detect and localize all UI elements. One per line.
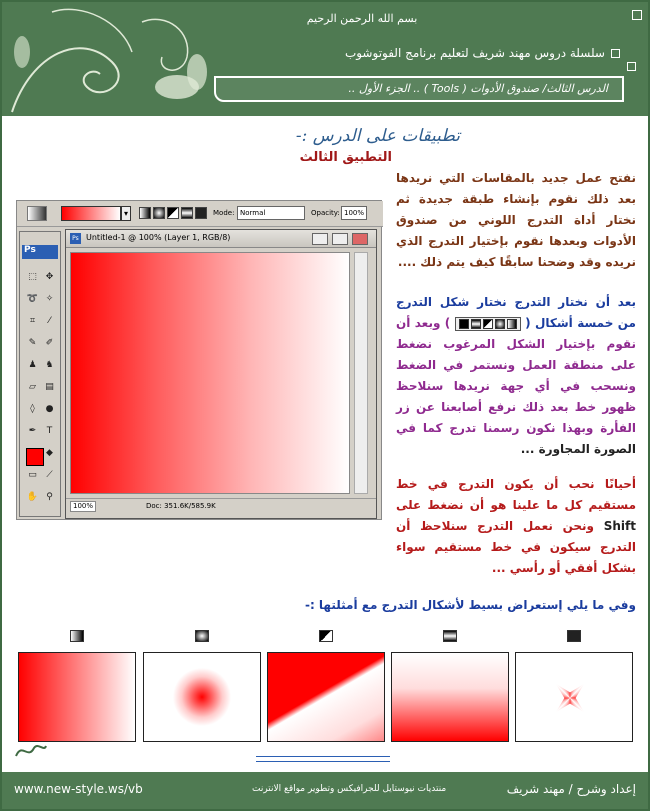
paragraph-2 bbox=[396, 292, 636, 460]
eraser-icon: ▱ bbox=[29, 382, 36, 392]
zoom-field: 100% bbox=[70, 501, 96, 512]
hand-icon: ✋ bbox=[26, 492, 39, 502]
paragraph-2-part-b: ) وبعد أن نقوم بإختيار الشكل المرغوب نضغط على منطقة العمل ونستمر في الضغط ونسحب في أي جهة نريدها سنلاحظ ظهور خط بعد ذلك نرفع أصابعنا عن زر الفأرة وبهذا نكون رسمنا تدرج كما في bbox=[396, 316, 636, 435]
status-bar bbox=[66, 498, 376, 514]
gradient-canvas bbox=[70, 252, 350, 494]
radial-gradient-icon bbox=[153, 207, 165, 219]
document-titlebar bbox=[66, 230, 376, 248]
examples-intro: وفي ما يلي إستعراض بسيط لأشكال التدرج مع أمثلتها :- bbox=[304, 598, 636, 612]
series-title bbox=[200, 46, 620, 60]
linear-gradient-icon bbox=[139, 207, 151, 219]
diamond-gradient-icon bbox=[567, 630, 581, 642]
gradient-icon: ▤ bbox=[45, 382, 54, 392]
paragraph-3-part-a: أحيانًا نحب أن يكون التدرج في خط مستقيم كل ما علينا هو أن نضغط على bbox=[396, 477, 636, 512]
paragraph-1: نفتح عمل جديد بالمقاسات التي نريدها بعد ذلك نقوم بإنشاء طبقة جديدة ثم نختار أداة التدرج اللوني من صندوق الأدوات وبعدها نقوم بإختيار التدرج الذي نريده وقد وضحنا سابقًا كيف يتم ذلك .... bbox=[396, 171, 636, 269]
footer-bar bbox=[2, 772, 648, 809]
pencil-icon: ✐ bbox=[45, 338, 54, 348]
paragraph-3 bbox=[396, 474, 636, 579]
type-icon: T bbox=[46, 426, 53, 436]
eyedropper-icon: ⟋ bbox=[46, 470, 53, 480]
lasso-icon: ➰ bbox=[26, 294, 39, 304]
gradient-tool-icon bbox=[27, 206, 47, 221]
reflected-gradient-icon bbox=[181, 207, 193, 219]
photoshop-screenshot bbox=[16, 200, 382, 520]
ps-logo: Ps bbox=[22, 245, 58, 259]
brush-icon: ✎ bbox=[28, 338, 37, 348]
vertical-scrollbar bbox=[354, 252, 368, 494]
minimize-icon bbox=[312, 233, 328, 245]
floral-swirl-decoration bbox=[2, 2, 222, 116]
marquee-icon: ⬚ bbox=[28, 272, 37, 282]
linear-example bbox=[18, 652, 136, 742]
gradient-shapes-icon-strip bbox=[455, 317, 521, 331]
tools-grid bbox=[24, 264, 58, 506]
corner-square-icon bbox=[632, 10, 642, 20]
opacity-label: Opacity: bbox=[311, 209, 340, 217]
lesson-title: الدرس الثالث/ صندوق الأدوات ( Tools ) .. الجزء الأول .. bbox=[348, 82, 608, 95]
options-bar bbox=[17, 201, 383, 227]
foreground-color bbox=[26, 448, 44, 466]
tools-panel bbox=[19, 231, 61, 517]
angle-gradient-icon bbox=[167, 207, 179, 219]
reflected-gradient-icon bbox=[443, 630, 457, 642]
lesson-bar bbox=[214, 76, 624, 102]
angle-gradient-icon bbox=[319, 630, 333, 642]
mode-label: Mode: bbox=[213, 209, 235, 217]
reflected-example bbox=[391, 652, 509, 742]
paragraph-3-part-c: ونحن نعمل التدرج سنلاحظ أن التدرج سيكون في خط مستقيم سواء بشكل أفقي أو رأسي ... bbox=[396, 519, 636, 575]
linear-gradient-icon bbox=[70, 630, 84, 642]
gradient-preview bbox=[61, 206, 121, 221]
document-title: Untitled-1 @ 100% (Layer 1, RGB/8) bbox=[86, 233, 231, 242]
bullet-square-icon bbox=[611, 49, 620, 58]
radial-example bbox=[143, 652, 261, 742]
header-banner bbox=[2, 2, 648, 116]
radial-gradient-icon bbox=[195, 630, 209, 642]
gradient-examples bbox=[18, 628, 638, 748]
move-icon: ✥ bbox=[45, 272, 54, 282]
site-url[interactable]: www.new-style.ws/vb bbox=[14, 782, 143, 796]
notes-icon: ▭ bbox=[28, 470, 37, 480]
opacity-field: 100% bbox=[341, 206, 367, 220]
mode-select: Normal bbox=[237, 206, 305, 220]
application-title: التطبيق الثالث bbox=[299, 150, 392, 165]
angle-example bbox=[267, 652, 385, 742]
basmala: بسم الله الرحمن الرحيم bbox=[306, 12, 418, 25]
document-window bbox=[65, 229, 377, 519]
paragraph-2-part-c: الصورة المجاورة ... bbox=[520, 442, 636, 456]
stamp-icon: ♟ bbox=[28, 360, 37, 370]
dodge-icon: ● bbox=[45, 404, 54, 414]
series-text: سلسلة دروس مهند شريف لتعليم برنامج الفوتوشوب bbox=[344, 46, 605, 60]
diamond-gradient-icon bbox=[195, 207, 207, 219]
diamond-shape bbox=[542, 670, 599, 727]
chevron-down-icon: ▾ bbox=[121, 206, 131, 221]
maximize-icon bbox=[332, 233, 348, 245]
zoom-icon: ⚲ bbox=[46, 492, 53, 502]
pin-square-icon bbox=[627, 62, 636, 71]
slice-icon: ⁄ bbox=[48, 316, 51, 326]
close-icon bbox=[352, 233, 368, 245]
double-rule bbox=[256, 756, 390, 762]
signature-logo bbox=[14, 738, 48, 764]
magic-wand-icon: ✧ bbox=[45, 294, 54, 304]
section-heading: تطبيقات على الدرس :- bbox=[295, 126, 460, 146]
author-credit: إعداد وشرح / مهند شريف bbox=[506, 782, 636, 796]
shape-icon: ◆ bbox=[46, 448, 53, 458]
doc-size: Doc: 351.6K/585.9K bbox=[146, 502, 216, 510]
crop-icon: ⌗ bbox=[29, 316, 36, 326]
forum-name: منتديات نيوستايل للجرافيكس وتطوير مواقع الانترنت bbox=[252, 784, 447, 794]
shift-key-label: Shift bbox=[603, 519, 637, 533]
history-brush-icon: ♞ bbox=[45, 360, 54, 370]
blur-icon: ◊ bbox=[30, 404, 35, 414]
pen-icon: ✒ bbox=[28, 426, 37, 436]
paragraph-2-part-a: بعد أن نختار التدرج نختار شكل التدرج من خمسة أشكال ( bbox=[396, 295, 636, 330]
diamond-example bbox=[515, 652, 633, 742]
ps-document-icon: Ps bbox=[70, 233, 81, 244]
